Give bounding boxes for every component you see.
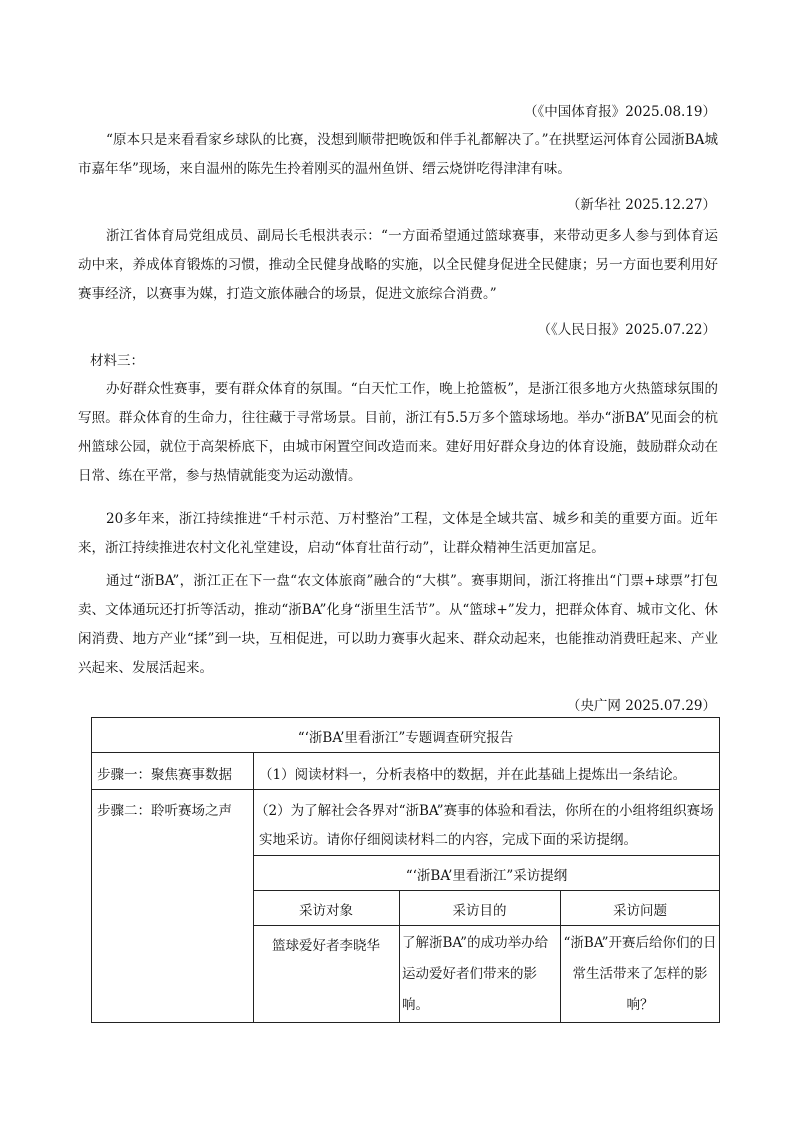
research-report-table	[91, 717, 720, 1023]
cell-purpose: 了解浙BA”的成功举办给运动爱好者们带来的影响。	[402, 935, 549, 1013]
material-3-label: 材料三：	[90, 353, 144, 369]
paragraph-1: “原本只是来看看家乡球队的比赛，没想到顺带把晚饭和伴手礼都解决了。”在拱墅运河体育公园浙BA城市嘉年华”现场，来自温州的陈先生拎着刚买的温州鱼饼、缙云烧饼吃得津津有味。	[78, 132, 718, 177]
paragraph-2: 浙江省体育局党组成员、副局长毛根洪表示：“一方面希望通过篮球赛事，来带动更多人参与到体育运动中来，养成体育锻炼的习惯，推动全民健身战略的实施，以全民健身促进全民健康；另一方面也要利用好赛事经济，以赛事为媒，打造文旅体融合的场景，促进文旅综合消费。”	[78, 228, 718, 302]
step-2-label: 步骤二：聆听赛场之声	[97, 803, 232, 819]
cell-question: “浙BA”开赛后给你们的日常生活带来了怎样的影响？	[563, 935, 717, 1013]
report-title: “‘浙BA’里看浙江”专题调查研究报告	[297, 730, 514, 746]
step-2-text: （2）为了解社会各界对“浙BA”赛事的体验和看法，你所在的小组将组织赛场实地采访。请你仔细阅读材料二的内容，完成下面的采访提纲。	[255, 803, 714, 848]
source-3: （《人民日报》2025.07.22）	[537, 322, 716, 338]
paragraph-4: 20多年来，浙江持续推进“千村示范、万村整治”工程，文体是全域共富、城乡和美的重要方面。近年来，浙江持续推进农村文化礼堂建设，启动“体育壮苗行动”，让群众精神生活更加富足。	[78, 511, 718, 556]
outline-title: “‘浙BA’里看浙江”采访提纲	[405, 868, 568, 884]
source-4: （央广网 2025.07.29）	[566, 698, 716, 714]
source-2: （新华社 2025.12.27）	[566, 197, 716, 213]
cell-interviewee: 篮球爱好者李晓华	[272, 938, 380, 954]
paragraph-3: 办好群众性赛事，要有群众体育的氛围。“白天忙工作，晚上抢篮板”，是浙江很多地方火热篮球氛围的写照。群众体育的生命力，往往藏于寻常场景。目前，浙江有5.5万多个篮球场地。举办“浙BA”见面会的杭州篮球公园，就位于高架桥底下，由城市闲置空间改造而来。建好用好群众身边的体育设施，鼓励群众动在日常、练在平常，参与热情就能变为运动激情。	[78, 381, 718, 484]
column-header-interviewee: 采访对象	[299, 903, 353, 919]
source-1: （《中国体育报》2025.08.19）	[523, 104, 716, 120]
column-header-purpose: 采访目的	[452, 903, 507, 919]
paragraph-5: 通过“浙BA”，浙江正在下一盘“农文体旅商”融合的“大棋”。赛事期间，浙江将推出“门票+球票”打包卖、文体通玩还打折等活动，推动“浙BA”化身“浙里生活节”。从“篮球+”发力，把群众体育、城市文化、休闲消费、地方产业“揉”到一块，互相促进，可以助力赛事火起来、群众动起来，也能推动消费旺起来、产业兴起来、发展活起来。	[78, 573, 718, 676]
step-1-text: （1）阅读材料一，分析表格中的数据，并在此基础上提炼出一条结论。	[259, 767, 687, 783]
step-1-label: 步骤一：聚焦赛事数据	[97, 767, 232, 783]
column-header-question: 采访问题	[613, 903, 667, 919]
